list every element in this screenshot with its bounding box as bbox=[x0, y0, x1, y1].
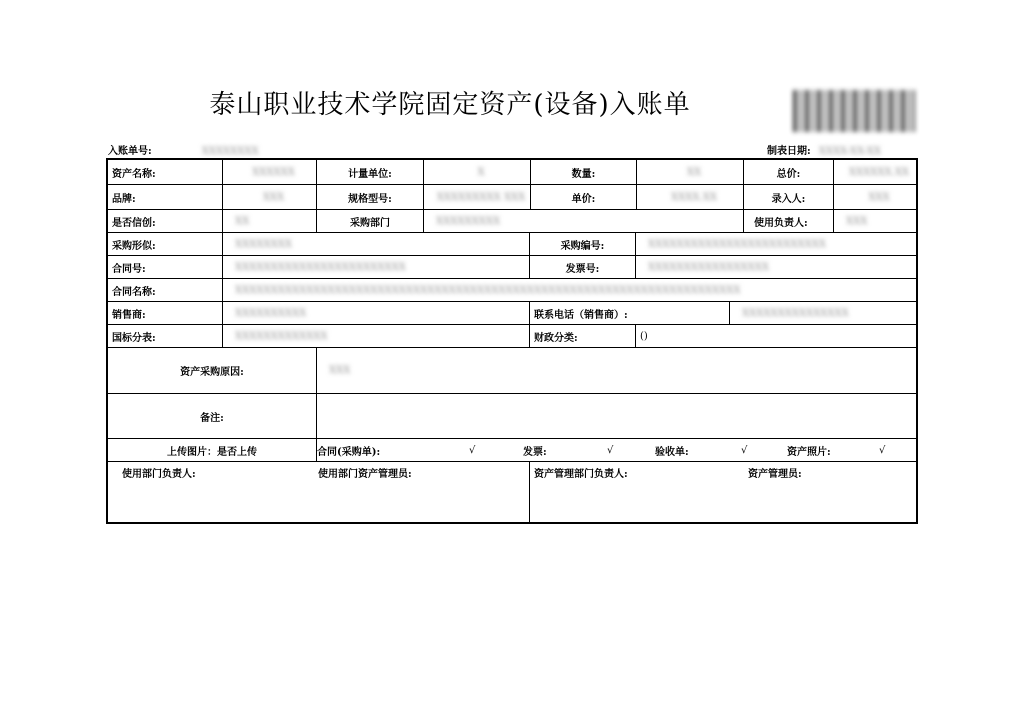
uploads-checklist bbox=[317, 439, 916, 461]
owner-value: XXX bbox=[846, 215, 868, 227]
barcode-image bbox=[793, 90, 915, 132]
row-5 bbox=[108, 256, 916, 279]
proc-no-label: 采购编号: bbox=[530, 233, 636, 255]
contract-name-value: XXXXXXXXXXXXXXXXXXXXXXXXXXXXXXXXXXXXXXXXXXXXXXXXXXXXXXXXXXXXXXXXXXXXXXX bbox=[235, 284, 741, 296]
remark-value bbox=[317, 394, 916, 438]
sig-dept-manager: 使用部门资产管理员: bbox=[318, 469, 412, 480]
phone-label: 联系电话（销售商）: bbox=[530, 302, 730, 324]
gb-value: XXXXXXXXXXXXX bbox=[223, 325, 530, 347]
reason-value: XXX bbox=[329, 365, 351, 376]
acceptance-upload-label: 验收单: bbox=[655, 446, 689, 458]
total-label: 总价: bbox=[744, 160, 834, 184]
sig-asset-dept-head: 资产管理部门负责人: bbox=[534, 469, 628, 480]
row-6 bbox=[108, 279, 916, 302]
row-4 bbox=[108, 233, 916, 256]
brand-label: 品牌: bbox=[108, 185, 223, 209]
invoice-upload-mark: √ bbox=[607, 444, 614, 456]
sig-asset-manager: 资产管理员: bbox=[748, 469, 802, 480]
dept-label: 采购部门 bbox=[317, 210, 424, 232]
price-value: XXXX.XX bbox=[637, 185, 744, 209]
photo-upload-label: 资产照片: bbox=[787, 446, 831, 458]
owner-label: 使用负责人: bbox=[744, 210, 834, 232]
seller-label: 销售商: bbox=[108, 302, 223, 324]
contract-upload-label: 合同(采购单): bbox=[317, 446, 381, 458]
qty-value: XX bbox=[637, 160, 744, 184]
xinchuang-label: 是否信创: bbox=[108, 210, 223, 232]
contract-name-label: 合同名称: bbox=[108, 279, 223, 301]
uploads-label: 上传图片：是否上传 bbox=[108, 439, 317, 461]
reason-label: 资产采购原因: bbox=[108, 348, 317, 393]
contract-no-value: XXXXXXXXXXXXXXXXXXXXXXXX bbox=[223, 256, 530, 278]
row-7 bbox=[108, 302, 916, 325]
total-value: XXXXXX.XX bbox=[848, 166, 910, 178]
dept-value: XXXXXXXXX bbox=[424, 210, 744, 232]
xinchuang-value: XX bbox=[223, 210, 317, 232]
phone-value: XXXXXXXXXXXXXXX bbox=[742, 307, 849, 319]
fin-value: () bbox=[640, 330, 648, 342]
date-label: 制表日期: bbox=[767, 146, 811, 157]
row-reason bbox=[108, 348, 916, 394]
acceptance-upload-mark: √ bbox=[741, 444, 748, 456]
row-remark bbox=[108, 394, 916, 439]
proc-form-label: 采购形似: bbox=[108, 233, 223, 255]
contract-upload-mark: √ bbox=[469, 444, 476, 456]
invoice-no-value: XXXXXXXXXXXXXXXXX bbox=[648, 261, 770, 273]
signature-divider bbox=[529, 462, 530, 524]
remark-label: 备注: bbox=[108, 394, 317, 438]
unit-value: X bbox=[424, 160, 531, 184]
qty-label: 数量: bbox=[531, 160, 637, 184]
unit-label: 计量单位: bbox=[317, 160, 424, 184]
date-value: XXXX-XX-XX bbox=[818, 146, 881, 157]
entry-no bbox=[108, 142, 259, 157]
photo-upload-mark: √ bbox=[879, 444, 886, 456]
asset-name-label: 资产名称: bbox=[108, 160, 223, 184]
gb-label: 国标分表: bbox=[108, 325, 223, 347]
seller-value: XXXXXXXXXX bbox=[223, 302, 530, 324]
model-value: XXXXXXXXX XXX bbox=[424, 185, 531, 209]
date bbox=[767, 142, 881, 157]
row-2 bbox=[108, 185, 916, 210]
asset-form bbox=[106, 158, 918, 524]
page-title: 泰山职业技术学院固定资产(设备)入账单 bbox=[209, 90, 691, 120]
entry-no-label: 入账单号: bbox=[108, 146, 152, 157]
brand-value: XXX bbox=[223, 185, 317, 209]
invoice-upload-label: 发票: bbox=[523, 446, 547, 458]
proc-form-value: XXXXXXXX bbox=[223, 233, 530, 255]
entry-no-value: XXXXXXXX bbox=[201, 146, 259, 157]
row-8 bbox=[108, 325, 916, 348]
row-3 bbox=[108, 210, 916, 233]
invoice-no-label: 发票号: bbox=[530, 256, 636, 278]
proc-no-value: XXXXXXXXXXXXXXXXXXXXXXXXX bbox=[648, 238, 826, 250]
entered-by-label: 录入人: bbox=[744, 185, 834, 209]
fin-label: 财政分类: bbox=[530, 325, 636, 347]
model-label: 规格型号: bbox=[317, 185, 424, 209]
row-1 bbox=[108, 160, 916, 185]
price-label: 单价: bbox=[531, 185, 637, 209]
entered-by-value: XXX bbox=[868, 191, 890, 203]
sig-dept-head: 使用部门负责人: bbox=[122, 469, 196, 480]
asset-name-value: XXXXXX bbox=[223, 160, 317, 184]
contract-no-label: 合同号: bbox=[108, 256, 223, 278]
row-uploads bbox=[108, 439, 916, 462]
